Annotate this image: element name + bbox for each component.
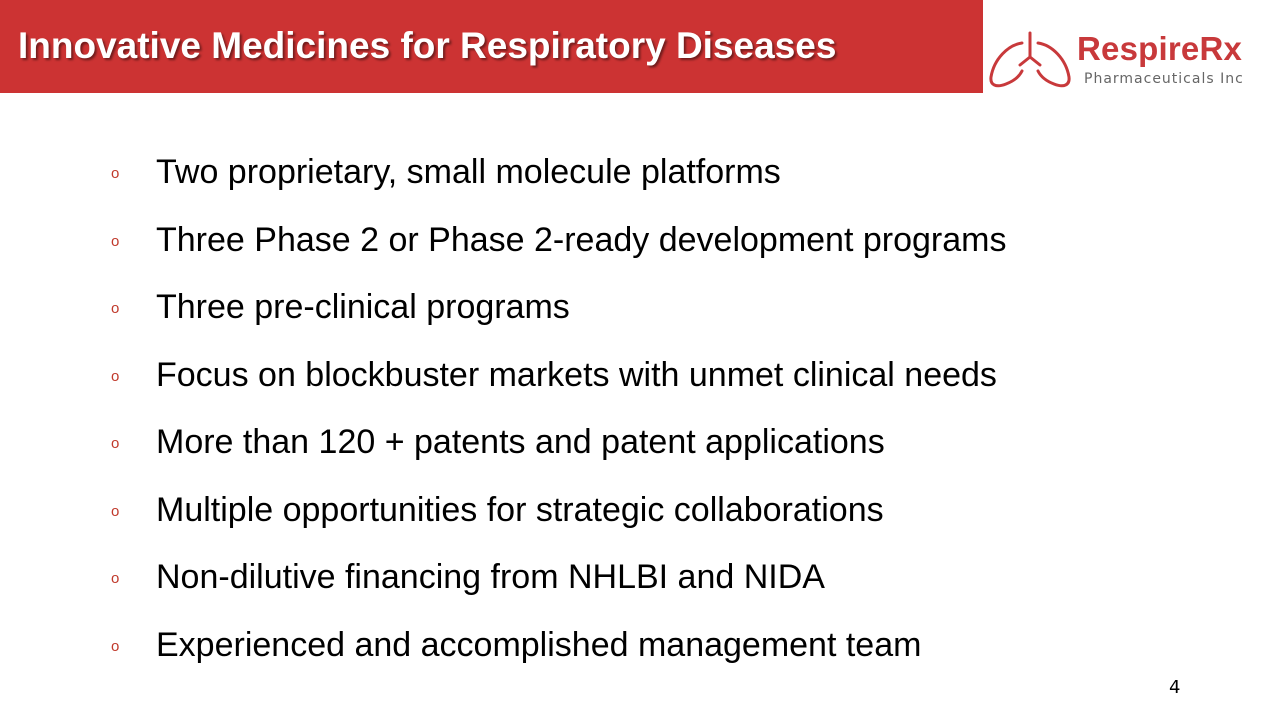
bullet-text: Experienced and accomplished management team <box>156 625 922 664</box>
bullet-text: Three Phase 2 or Phase 2-ready development programs <box>156 220 1007 259</box>
title-bar <box>0 0 983 93</box>
bullet-marker: o <box>111 165 120 182</box>
logo-wordmark: RespireRx <box>1077 30 1243 67</box>
bullet-text: Non-dilutive financing from NHLBI and NIDA <box>156 558 825 596</box>
slide-title: Innovative Medicines for Respiratory Diseases <box>18 25 837 66</box>
page-number: 4 <box>1169 677 1181 698</box>
logo-subtitle: Pharmaceuticals Inc <box>1084 71 1244 87</box>
bullet-text: Multiple opportunities for strategic collaborations <box>156 490 884 529</box>
bullet-marker: o <box>111 637 120 655</box>
bullet-marker: o <box>111 435 120 452</box>
lungs-icon <box>986 31 1074 91</box>
bullet-marker: o <box>111 502 120 520</box>
bullet-text: More than 120 + patents and patent applications <box>156 423 885 461</box>
bullet-marker: o <box>111 232 120 250</box>
bullet-marker: o <box>111 570 120 587</box>
bullet-text: Focus on blockbuster markets with unmet clinical needs <box>156 355 997 394</box>
bullet-text: Three pre-clinical programs <box>156 288 570 326</box>
bullet-marker: o <box>111 300 120 317</box>
bullet-marker: o <box>111 367 120 385</box>
company-logo <box>986 25 1276 93</box>
bullet-text: Two proprietary, small molecule platforms <box>156 153 781 191</box>
